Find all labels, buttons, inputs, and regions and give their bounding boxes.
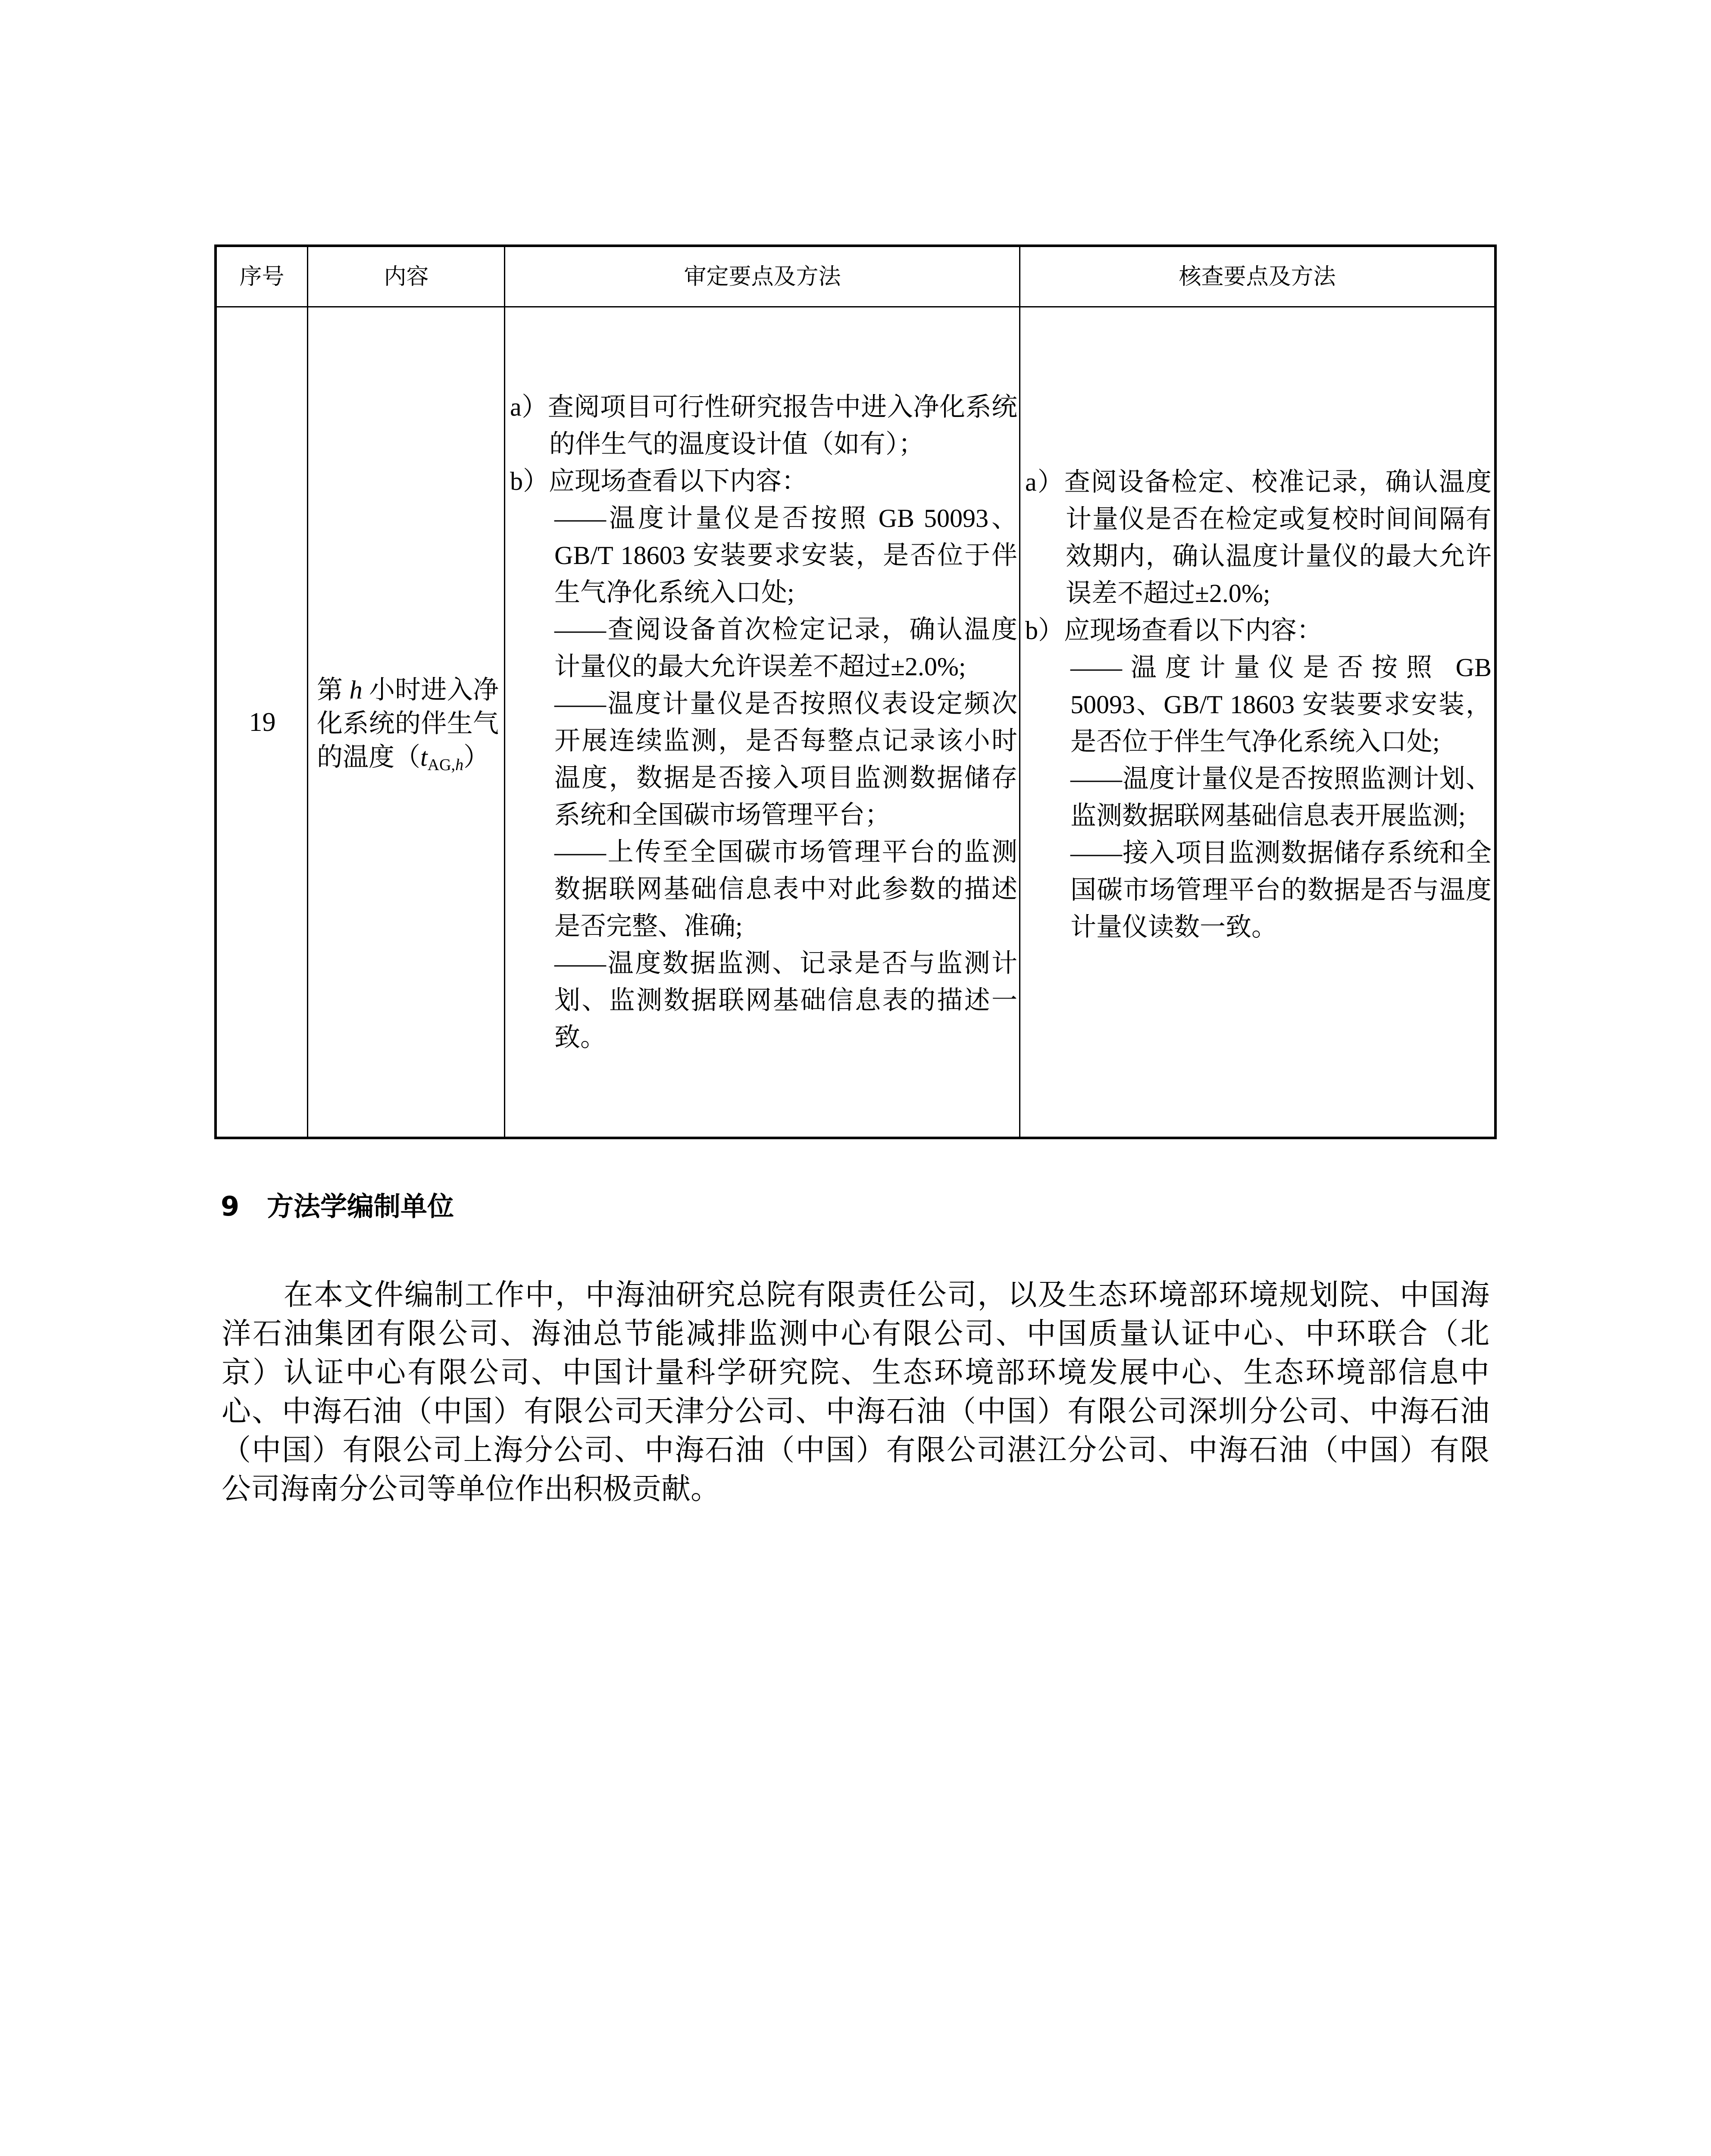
column-divider xyxy=(504,247,505,1137)
content-line xyxy=(317,673,499,707)
section-heading xyxy=(221,1191,454,1222)
text-line: 效期内，确认温度计量仪的最大允许 xyxy=(1066,542,1492,570)
paragraph-line: 洋石油集团有限公司、海油总节能减排监测中心有限公司、中国质量认证中心、中环联合（北 xyxy=(222,1317,1489,1350)
text-line: b）应现场查看以下内容： xyxy=(1025,616,1323,645)
column-divider xyxy=(307,247,308,1137)
text-line: 数据联网基础信息表中对此参数的描述 xyxy=(554,875,1017,903)
text-line: 划、监测数据联网基础信息表的描述一 xyxy=(554,986,1017,1015)
text-line: a）查阅设备检定、校准记录，确认温度 xyxy=(1025,468,1492,496)
paragraph-line: 心、中海石油（中国）有限公司天津分公司、中海石油（中国）有限公司深圳分公司、中海石油 xyxy=(222,1395,1489,1428)
column-divider xyxy=(1019,247,1020,1137)
header-content: 内容 xyxy=(384,264,429,290)
text-line: ——温度计量仪是否按照仪表设定频次 xyxy=(554,689,1017,718)
content-line: 化系统的伴生气 xyxy=(317,709,499,738)
text-line: 是否完整、准确; xyxy=(554,912,743,940)
text-line: 致。 xyxy=(554,1023,606,1052)
verification-points-cell xyxy=(1025,464,1492,946)
header-verification-points: 核查要点及方法 xyxy=(1179,264,1336,290)
review-points-cell xyxy=(510,389,1017,1056)
section-number: 9 xyxy=(221,1191,240,1222)
paragraph-line: 公司海南分公司等单位作出积极贡献。 xyxy=(222,1473,720,1505)
header-serial-number: 序号 xyxy=(239,264,285,290)
text-line: GB/T 18603 安装要求安装，是否位于伴 xyxy=(554,541,1017,570)
text-line: 温度，数据是否接入项目监测数据储存 xyxy=(554,764,1017,792)
text-line: 是否位于伴生气净化系统入口处; xyxy=(1070,727,1440,756)
text-line: 国碳市场管理平台的数据是否与温度 xyxy=(1070,876,1492,904)
paragraph-line: 在本文件编制工作中，中海油研究总院有限责任公司，以及生态环境部环境规划院、中国海 xyxy=(284,1279,1489,1311)
content-text: ） xyxy=(463,743,490,771)
subscript xyxy=(428,756,463,774)
text-line: b）应现场查看以下内容： xyxy=(510,467,807,495)
text-line: ——上传至全国碳市场管理平台的监测 xyxy=(554,838,1017,866)
header-review-points: 审定要点及方法 xyxy=(684,264,841,290)
text-line: 计量仪的最大允许误差不超过±2.0%; xyxy=(554,652,966,681)
subscript-text: AG, xyxy=(427,756,456,774)
text-line: 监测数据联网基础信息表开展监测; xyxy=(1070,802,1466,830)
paragraph-line: （中国）有限公司上海分公司、中海石油（中国）有限公司湛江分公司、中海石油（中国）有限 xyxy=(222,1434,1489,1467)
content-line xyxy=(317,740,499,774)
text-line: a）查阅项目可行性研究报告中进入净化系统 xyxy=(510,393,1017,421)
text-line: ——温度计量仪是否按照监测计划、 xyxy=(1070,765,1492,793)
text-line: ——温度计量仪是否按照 GB 50093、 xyxy=(554,504,1017,533)
body-paragraph xyxy=(222,1275,1489,1508)
content-text: 小时进入净 xyxy=(362,676,499,704)
text-line: 生气净化系统入口处; xyxy=(554,578,795,607)
section-title: 方法学编制单位 xyxy=(267,1191,454,1222)
text-line: 系统和全国碳市场管理平台； xyxy=(554,801,891,829)
variable-h: h xyxy=(349,676,363,704)
text-line: 误差不超过±2.0%; xyxy=(1066,579,1270,608)
subscript-variable-h: h xyxy=(455,756,464,774)
text-line: ——温度计量仪是否按照 GB xyxy=(1070,653,1492,682)
row-content-cell xyxy=(317,673,499,774)
text-line: ——查阅设备首次检定记录，确认温度 xyxy=(554,615,1017,644)
content-text: 第 xyxy=(317,676,350,704)
row-serial-number: 19 xyxy=(249,708,276,737)
text-line: 的伴生气的温度设计值（如有）； xyxy=(549,430,924,458)
paragraph-line: 京）认证中心有限公司、中国计量科学研究院、生态环境部环境发展中心、生态环境部信息中 xyxy=(222,1356,1489,1389)
text-line: ——温度数据监测、记录是否与监测计 xyxy=(554,949,1017,978)
text-line: 开展连续监测，是否每整点记录该小时 xyxy=(554,727,1017,755)
content-text: 的温度（ xyxy=(317,743,420,771)
text-line: ——接入项目监测数据储存系统和全 xyxy=(1070,839,1492,867)
variable-t: t xyxy=(420,743,428,771)
text-line: 计量仪读数一致。 xyxy=(1070,913,1277,941)
text-line: 计量仪是否在检定或复校时间间隔有 xyxy=(1066,505,1492,533)
text-line: 50093、GB/T 18603 安装要求安装， xyxy=(1070,690,1492,719)
